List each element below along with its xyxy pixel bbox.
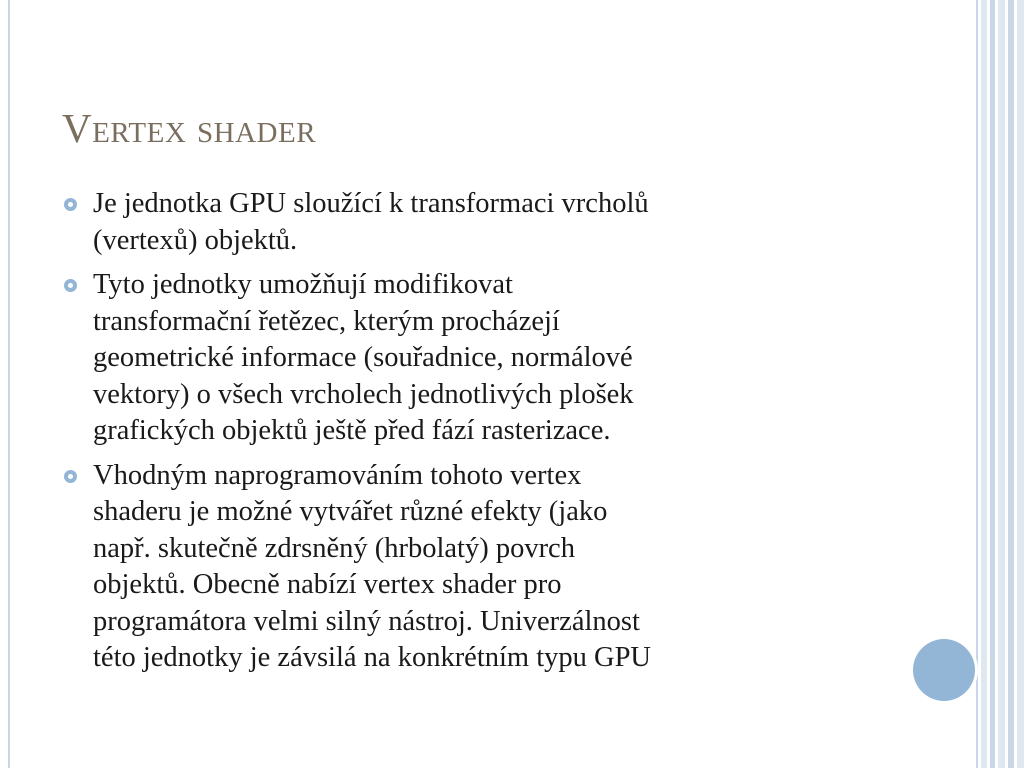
bullet-line: Tyto jednotky umožňují modifikovat <box>93 269 513 300</box>
stripe <box>1017 0 1024 768</box>
bullet-line: Je jednotka GPU sloužící k transformaci vrcholů <box>93 188 649 219</box>
bullet-line: transformační řetězec, kterým procházejí <box>93 305 560 337</box>
stripe <box>998 0 1005 768</box>
stripe <box>1008 0 1014 768</box>
bullet-line: např. skutečně zdrsněný (hrbolatý) povrch <box>93 532 575 564</box>
bullet-line: (vertexů) objektů. <box>93 224 298 256</box>
bullet-item <box>62 458 912 677</box>
bullet-item <box>62 267 912 450</box>
bullet-line: grafických objektů ještě před fází rasterizace. <box>93 415 611 446</box>
bullet-line: geometrické informace (souřadnice, normálové <box>93 342 633 373</box>
bullet-line: Vhodným naprogramováním tohoto vertex <box>93 459 582 491</box>
bullet-line: programátora velmi silný nástroj. Univerzálnost <box>93 605 640 637</box>
stripe <box>976 0 978 768</box>
bullet-line: shaderu je možné vytvářet různé efekty (jako <box>93 496 608 527</box>
decorative-circle <box>913 639 975 701</box>
bullet-item <box>62 186 912 259</box>
bullet-list <box>62 186 912 685</box>
left-border-rule <box>0 0 10 768</box>
slide-title: Vertex shader <box>62 105 317 151</box>
right-stripe-frame <box>976 0 1024 768</box>
bullet-line: vektory) o všech vrcholech jednotlivých plošek <box>93 378 634 410</box>
bullet-line: této jednotky je závsilá na konkrétním typu GPU <box>93 642 652 673</box>
stripe <box>981 0 987 768</box>
circle-bullet-icon <box>64 279 77 292</box>
circle-bullet-icon <box>64 470 77 483</box>
circle-bullet-icon <box>64 198 77 211</box>
stripe <box>990 0 995 768</box>
bullet-line: objektů. Obecně nabízí vertex shader pro <box>93 569 562 600</box>
